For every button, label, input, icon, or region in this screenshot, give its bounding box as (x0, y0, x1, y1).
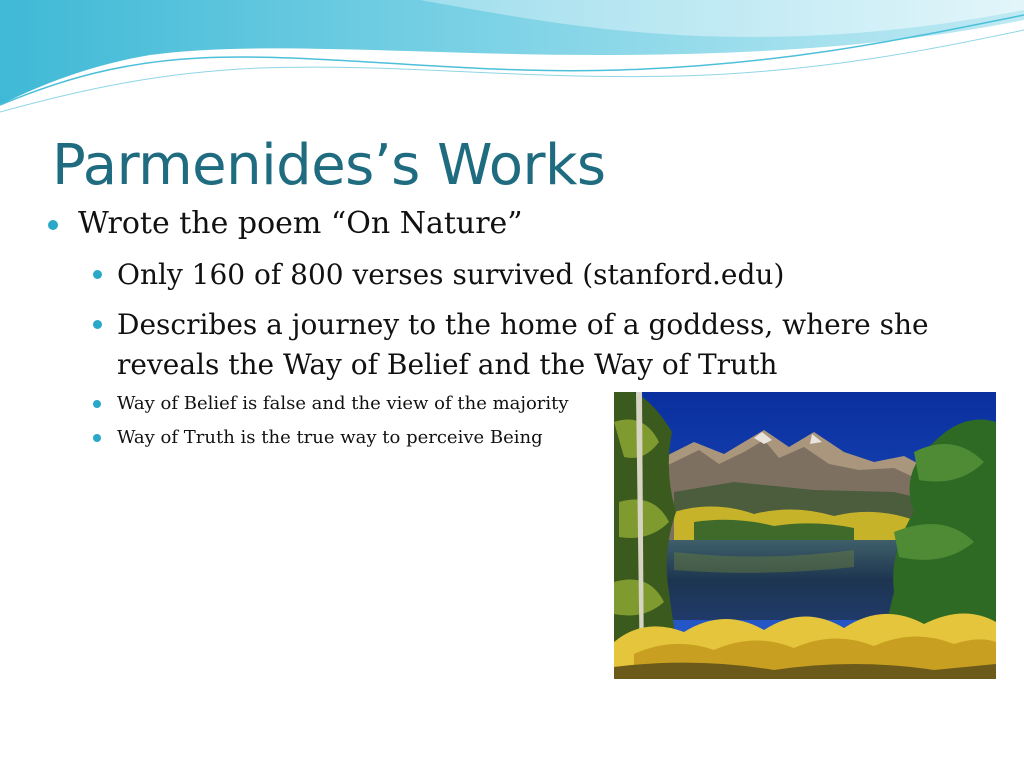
sub-bullet-item (117, 255, 784, 295)
header-wave-decoration (0, 0, 1024, 120)
mountain-lake-photo (614, 392, 996, 679)
bullet-text: Wrote the poem “On Nature” (78, 206, 523, 241)
bullet-text: Way of Belief is false and the view of the majority (117, 393, 569, 414)
sub-sub-bullet-item (117, 425, 543, 451)
bullet-dot-icon (93, 320, 102, 329)
bullet-dot-icon (93, 434, 101, 442)
slide-title: Parmenides’s Works (52, 133, 606, 198)
bullet-dot-icon (93, 270, 102, 279)
bullet-text-line-2: reveals the Way of Belief and the Way of Truth (117, 348, 778, 381)
bullet-text-line-1: Describes a journey to the home of a goddess, where she (117, 308, 929, 341)
bullet-text: Way of Truth is the true way to perceive Being (117, 427, 543, 448)
sub-sub-bullet-item (117, 391, 569, 417)
bullet-dot-icon (48, 220, 58, 230)
sub-bullet-item (117, 305, 929, 385)
bullet-text: Only 160 of 800 verses survived (stanford.edu) (117, 258, 785, 291)
bullet-dot-icon (93, 400, 101, 408)
bullet-item (78, 206, 523, 242)
